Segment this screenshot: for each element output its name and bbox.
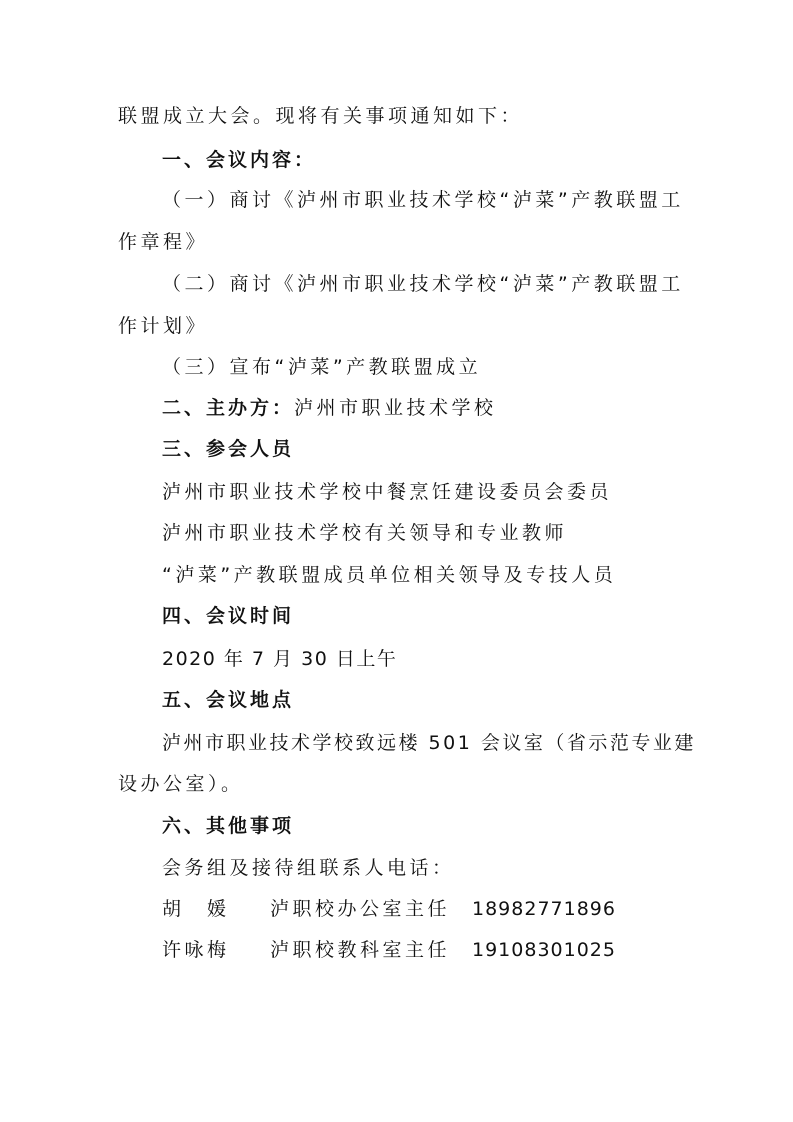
item-1-line-1: （一）商讨《泸州市职业技术学校“泸菜”产教联盟工 xyxy=(162,189,684,211)
section-heading-organizer: 二、主办方： xyxy=(162,397,295,419)
contact-title: 泸职校教科室主任 xyxy=(270,939,451,961)
item-3: （三）宣布“泸菜”产教联盟成立 xyxy=(162,356,482,378)
attendee-group-2: 泸州市职业技术学校有关领导和专业教师 xyxy=(162,522,568,544)
venue-line-2: 设办公室）。 xyxy=(118,773,244,795)
contact-name: 胡 媛 xyxy=(162,898,230,920)
item-1-line-2: 作章程》 xyxy=(118,231,209,253)
contact-phone: 18982771896 xyxy=(472,898,616,920)
attendee-group-1: 泸州市职业技术学校中餐烹饪建设委员会委员 xyxy=(162,481,613,503)
contact-phone: 19108301025 xyxy=(472,939,616,961)
intro-line: 联盟成立大会。现将有关事项通知如下： xyxy=(118,105,524,127)
organizer-line xyxy=(162,396,497,420)
section-heading-content: 一、会议内容： xyxy=(162,149,317,171)
venue-line-1: 泸州市职业技术学校致远楼 501 会议室（省示范专业建 xyxy=(162,732,696,754)
attendee-group-3: “泸菜”产教联盟成员单位相关领导及专技人员 xyxy=(162,564,617,586)
item-2-line-2: 作计划》 xyxy=(118,315,209,337)
meeting-time: 2020 年 7 月 30 日上午 xyxy=(162,648,398,670)
organizer-value: 泸州市职业技术学校 xyxy=(294,397,497,419)
contact-intro: 会务组及接待组联系人电话： xyxy=(162,857,455,879)
section-heading-other: 六、其他事项 xyxy=(162,815,295,837)
section-heading-attendees: 三、参会人员 xyxy=(162,438,295,460)
contact-name: 许咏梅 xyxy=(162,939,230,961)
section-heading-time: 四、会议时间 xyxy=(162,605,295,627)
section-heading-venue: 五、会议地点 xyxy=(162,689,295,711)
contact-title: 泸职校办公室主任 xyxy=(270,898,451,920)
item-2-line-1: （二）商讨《泸州市职业技术学校“泸菜”产教联盟工 xyxy=(162,273,684,295)
